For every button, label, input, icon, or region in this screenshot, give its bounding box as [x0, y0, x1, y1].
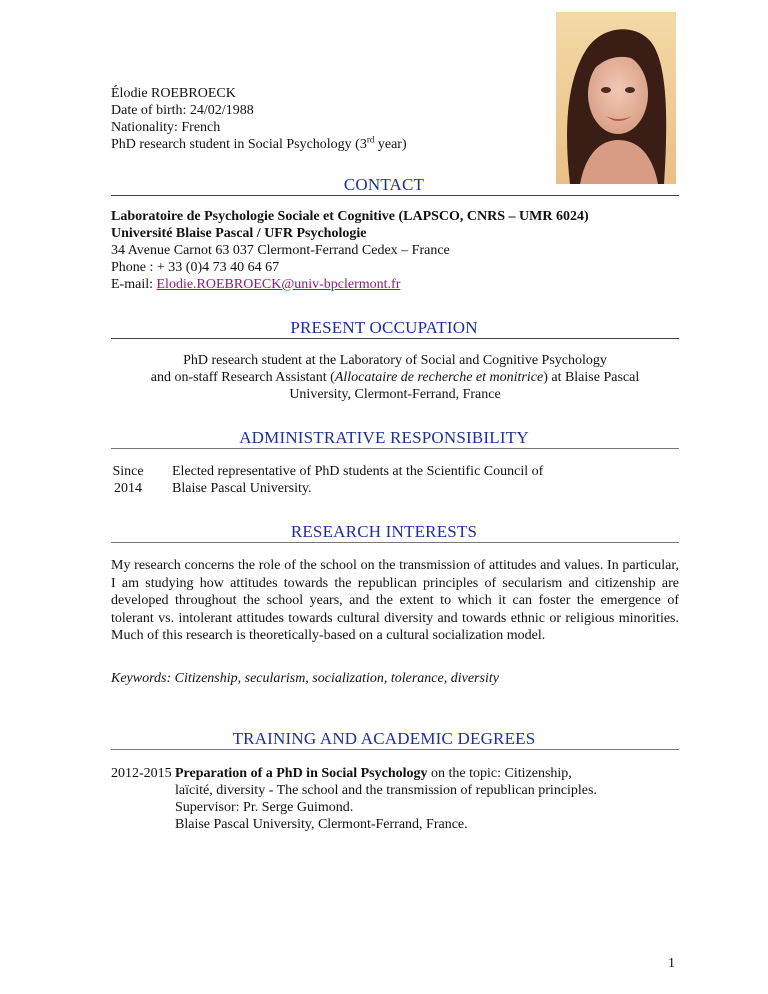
- contact-phone: Phone : + 33 (0)4 73 40 64 67: [111, 260, 280, 275]
- occupation-role-french: Allocataire de recherche et monitrice: [334, 370, 544, 385]
- training-supervisor: Supervisor: Pr. Serge Guimond.: [175, 800, 354, 815]
- contact-heading: CONTACT: [343, 175, 425, 194]
- contact-rule: [111, 195, 679, 196]
- date-of-birth: Date of birth: 24/02/1988: [111, 103, 254, 118]
- portrait-photo: [556, 12, 676, 184]
- email-label: E-mail:: [111, 277, 157, 292]
- training-date: 2012-2015: [111, 766, 172, 781]
- admin-heading: ADMINISTRATIVE RESPONSIBILITY: [239, 428, 529, 447]
- research-heading: RESEARCH INTERESTS: [290, 522, 478, 541]
- occupation-line-2a: and on-staff Research Assistant (: [150, 370, 335, 385]
- admin-rule: [111, 448, 679, 449]
- contact-email-line: [111, 277, 400, 294]
- name: Élodie ROEBROECK: [111, 86, 236, 101]
- research-keywords: Keywords: Citizenship, secularism, socialization, tolerance, diversity: [111, 671, 499, 686]
- status-suffix: year): [374, 137, 407, 152]
- email-link[interactable]: Elodie.ROEBROECK@univ-bpclermont.fr: [156, 277, 401, 292]
- training-rule: [111, 749, 679, 750]
- occupation-line-2: [111, 370, 679, 387]
- contact-lab: Laboratoire de Psychologie Sociale et Cognitive (LAPSCO, CNRS – UMR 6024): [111, 209, 589, 224]
- training-institution: Blaise Pascal University, Clermont-Ferrand, France.: [175, 817, 468, 832]
- occupation-heading: PRESENT OCCUPATION: [290, 318, 478, 337]
- research-body: My research concerns the role of the school on the transmission of attitudes and values. In particular, I am studying how attitudes towards the republican principles of secularism and citizenship are developed throughout the school years, and the extent to which it can foster the emergence of tolerant vs. intolerant attitudes towards cultural diversity and towards ethnic or religious minorities. Much of this research is theoretically-based on a cultural socialization model.: [111, 558, 679, 644]
- admin-text-1: Elected representative of PhD students at the Scientific Council of: [172, 464, 544, 479]
- occupation-line-3: University, Clermont-Ferrand, France: [289, 387, 501, 402]
- contact-address: 34 Avenue Carnot 63 037 Clermont-Ferrand Cedex – France: [111, 243, 450, 258]
- status-prefix: PhD research student in Social Psychology (3: [111, 137, 367, 152]
- training-line-2: laïcité, diversity - The school and the transmission of republican principles.: [175, 783, 597, 798]
- admin-date-1: Since: [112, 464, 144, 479]
- admin-text-2: Blaise Pascal University.: [172, 481, 312, 496]
- training-line-1: [175, 766, 572, 783]
- occupation-line-1: PhD research student at the Laboratory of Social and Cognitive Psychology: [183, 353, 607, 368]
- admin-date-2: 2014: [114, 481, 142, 496]
- training-topic: on the topic: Citizenship,: [427, 766, 572, 781]
- occupation-line-2b: ) at Blaise Pascal: [543, 370, 640, 385]
- training-degree: Preparation of a PhD in Social Psychology: [175, 766, 428, 781]
- contact-university: Université Blaise Pascal / UFR Psychologie: [111, 226, 367, 241]
- page-number: 1: [668, 956, 675, 971]
- nationality: Nationality: French: [111, 120, 221, 135]
- research-rule: [111, 542, 679, 543]
- training-heading: TRAINING AND ACADEMIC DEGREES: [232, 729, 536, 748]
- status-line: [111, 136, 407, 153]
- status-sup: rd: [366, 134, 375, 145]
- occupation-rule: [111, 338, 679, 339]
